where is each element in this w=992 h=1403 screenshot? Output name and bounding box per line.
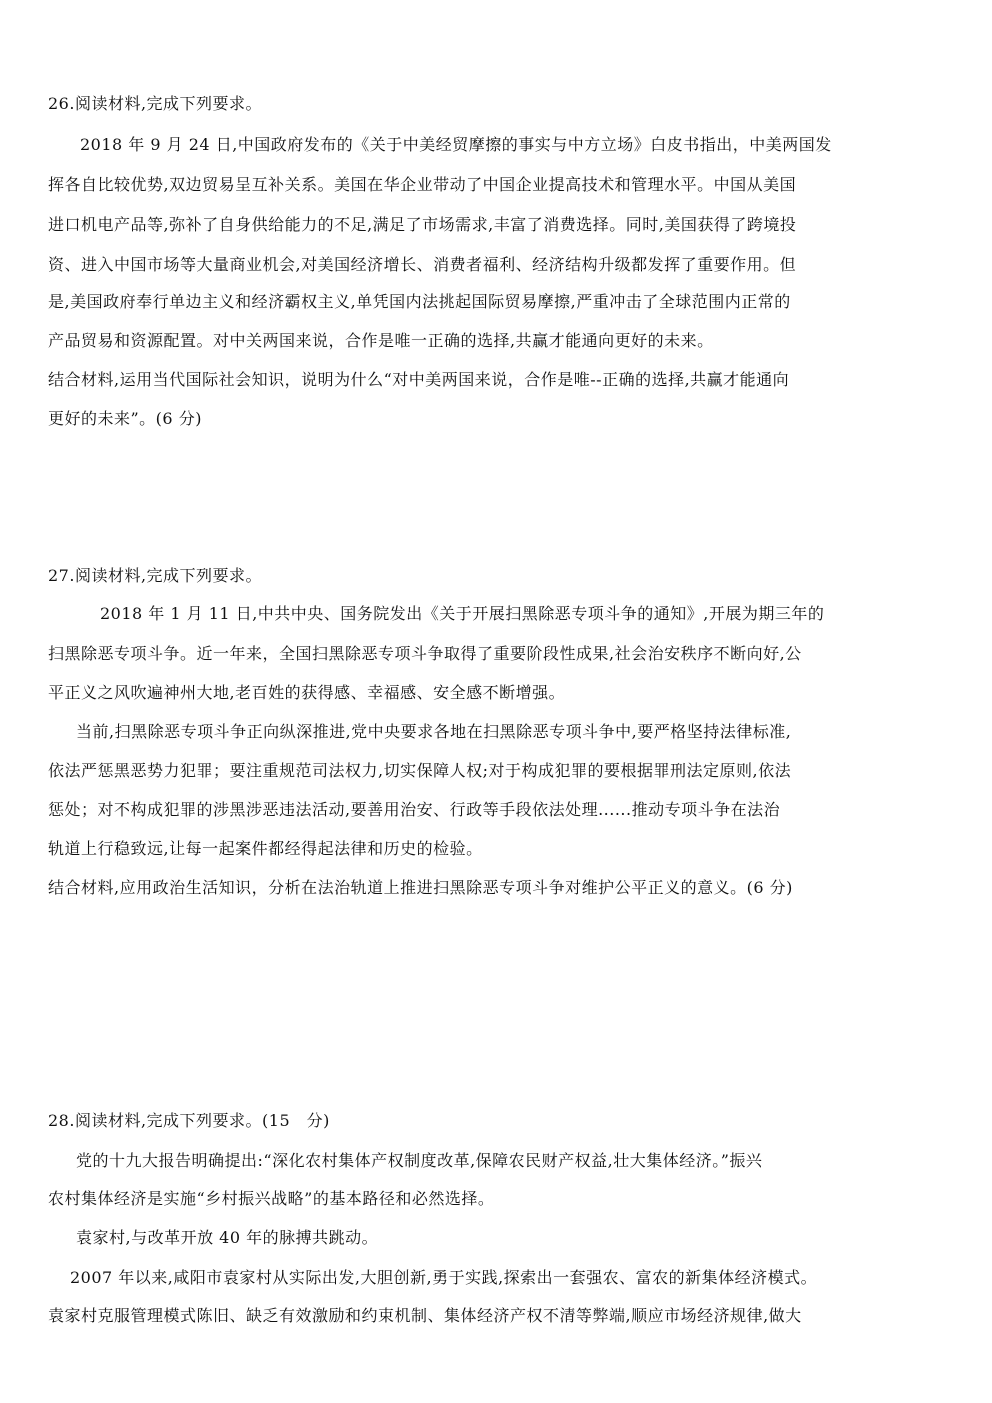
q26-heading: 26.阅读材料,完成下列要求。 xyxy=(48,94,263,113)
q26-material-line: 2018 年 9 月 24 日,中国政府发布的《关于中美经贸摩擦的事实与中方立场》白皮书指出，中美两国发 xyxy=(80,135,832,154)
q28-heading: 28.阅读材料,完成下列要求。(15 分) xyxy=(48,1111,330,1130)
q26-material-line: 产品贸易和资源配置。对中关两国来说，合作是唯一正确的选择,共赢才能通向更好的未来。 xyxy=(48,331,714,350)
q26-material-line: 进口机电产品等,弥补了自身供给能力的不足,满足了市场需求,丰富了消费选择。同时,美国获得了跨境投 xyxy=(48,215,797,234)
q27-material-line: 平正义之风吹遍神州大地,老百姓的获得感、幸福感、安全感不断增强。 xyxy=(48,683,566,702)
q27-heading: 27.阅读材料,完成下列要求。 xyxy=(48,566,263,585)
q26-material-line: 挥各自比较优势,双边贸易呈互补关系。美国在华企业带动了中国企业提高技术和管理水平。中国从美国 xyxy=(48,175,797,194)
q26-material-line: 是,美国政府奉行单边主义和经济霸权主义,单凭国内法挑起国际贸易摩擦,严重冲击了全球范围内正常的 xyxy=(48,292,791,311)
q28-material-line: 袁家村,与改革开放 40 年的脉搏共跳动。 xyxy=(76,1228,379,1247)
q27-material-line: 惩处；对不构成犯罪的涉黑涉恶违法活动,要善用治安、行政等手段依法处理......推动专项斗争在法治 xyxy=(48,800,781,819)
q27-material-line: 依法严惩黑恶势力犯罪；要注重规范司法权力,切实保障人权;对于构成犯罪的要根据罪刑法定原则,依法 xyxy=(48,761,792,780)
q27-material-line: 轨道上行稳致远,让每一起案件都经得起法律和历史的检验。 xyxy=(48,839,483,858)
q27-material-line: 扫黑除恶专项斗争。近一年来，全国扫黑除恶专项斗争取得了重要阶段性成果,社会治安秩序不断向好,公 xyxy=(48,644,802,663)
q28-material-line: 农村集体经济是实施“乡村振兴战略”的基本路径和必然选择。 xyxy=(48,1189,495,1208)
q26-material-line: 资、进入中国市场等大量商业机会,对美国经济增长、消费者福利、经济结构升级都发挥了重要作用。但 xyxy=(48,255,797,274)
q26-question-line: 更好的未来”。(6 分) xyxy=(48,409,202,428)
q28-material-line: 袁家村克服管理模式陈旧、缺乏有效激励和约束机制、集体经济产权不清等弊端,顺应市场经济规律,做大 xyxy=(48,1306,802,1325)
q27-material-line: 当前,扫黑除恶专项斗争正向纵深推进,党中央要求各地在扫黑除恶专项斗争中,要严格坚持法律标准, xyxy=(76,722,792,741)
q28-material-line: 2007 年以来,咸阳市袁家村从实际出发,大胆创新,勇于实践,探索出一套强农、富农的新集体经济模式。 xyxy=(70,1268,818,1287)
q26-question-line: 结合材料,运用当代国际社会知识，说明为什么“对中美两国来说，合作是唯--正确的选择,共赢才能通向 xyxy=(48,370,790,389)
q27-material-line: 2018 年 1 月 11 日,中共中央、国务院发出《关于开展扫黑除恶专项斗争的通知》,开展为期三年的 xyxy=(100,604,825,623)
q28-material-line: 党的十九大报告明确提出:“深化农村集体产权制度改革,保障农民财产权益,壮大集体经济。”振兴 xyxy=(76,1151,763,1170)
q27-question: 结合材料,应用政治生活知识，分析在法治轨道上推进扫黑除恶专项斗争对维护公平正义的意义。(6 分) xyxy=(48,878,793,897)
